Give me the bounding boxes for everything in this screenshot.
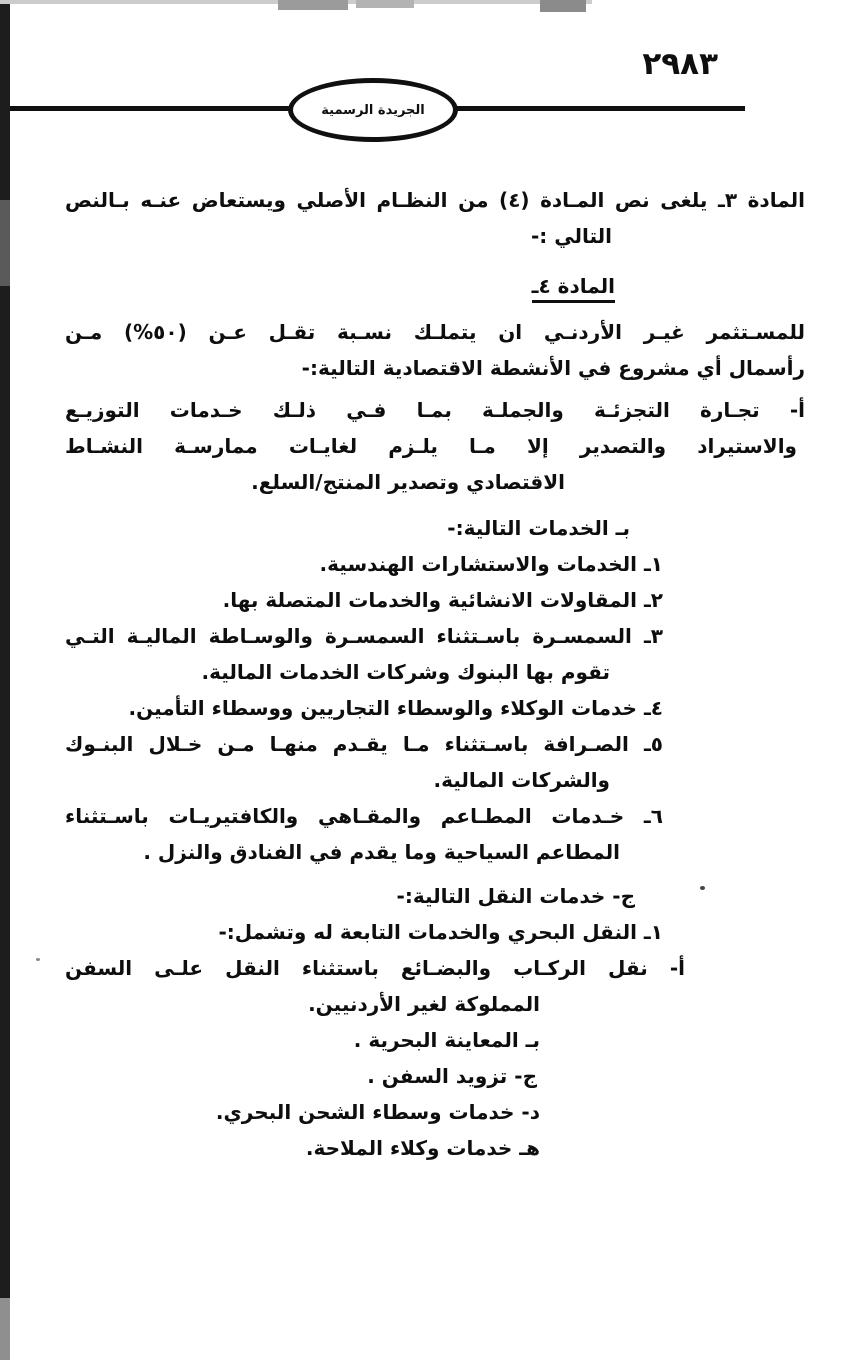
left-edge-scan-bar-bottom-patch — [0, 1298, 10, 1360]
gazette-badge-label: الجريدة الرسمية — [321, 102, 425, 118]
text-line: والشركات المالية. — [433, 768, 610, 792]
text-line: د- خدمات وسطاء الشحن البحري. — [215, 1100, 540, 1124]
text-line: تقوم بها البنوك وشركات الخدمات المالية. — [201, 660, 610, 684]
text-line: الاقتصادي وتصدير المنتج/السلع. — [251, 470, 565, 494]
text-line — [65, 268, 615, 304]
text-line: أ- تجـارة التجزئـة والجملـة بمـا فـي ذلـك خـدمات التوزيـع — [65, 398, 805, 422]
text-line: ٣ـ السمسـرة باسـتثناء السمسـرة والوسـاطة الماليـة التـي — [65, 624, 663, 648]
text-line: للمسـتثمر غيـر الأردنـي ان يتملـك نسـبة تقـل عـن (٥٠%) مـن — [65, 320, 805, 344]
gazette-badge — [288, 78, 458, 142]
text-line: بـ الخدمات التالية:- — [447, 516, 630, 540]
text-line: بـ المعاينة البحرية . — [353, 1028, 540, 1052]
text-line: المادة ٣ـ يلغى نص المـادة (٤) من النظـام الأصلي ويستعاض عنـه بـالنص — [65, 188, 805, 212]
text-line: والاستيراد والتصدير إلا مـا يلـزم لغايـات ممارسـة النشـاط — [65, 434, 797, 458]
text-line: ١ـ الخدمات والاستشارات الهندسية. — [319, 552, 663, 576]
text-line: ٢ـ المقاولات الانشائية والخدمات المتصلة بها. — [222, 588, 663, 612]
left-edge-scan-bar-gray-patch — [0, 200, 10, 286]
text-line: رأسمال أي مشروع في الأنشطة الاقتصادية التالية:- — [301, 356, 805, 380]
text-line: ١ـ النقل البحري والخدمات التابعة له وتشمل:- — [218, 920, 663, 944]
underlined-heading: المادة ٤ـ — [532, 274, 615, 303]
text-line: المملوكة لغير الأردنيين. — [308, 992, 540, 1016]
top-edge-scan-artifact — [278, 0, 348, 10]
text-line: أ- نقل الركـاب والبضـائع باستثناء النقل علـى السفن — [65, 956, 685, 980]
text-line: ٥ـ الصـرافة باسـتثناء مـا يقـدم منهـا مـن خـلال البنـوك — [65, 732, 663, 756]
page-number: ٢٩٨٣ — [642, 46, 718, 82]
text-line: المطاعم السياحية وما يقدم في الفنادق والنزل . — [143, 840, 620, 864]
top-edge-scan-artifact — [540, 0, 586, 12]
ink-speck — [36, 958, 40, 961]
text-line: ٦ـ خـدمات المطـاعم والمقـاهي والكافتيريـات باسـتثناء — [65, 804, 663, 828]
text-line: التالي :- — [530, 224, 612, 248]
text-line: ج- خدمات النقل التالية:- — [396, 884, 635, 908]
text-line: هـ خدمات وكلاء الملاحة. — [305, 1136, 540, 1160]
text-line: ٤ـ خدمات الوكلاء والوسطاء التجاريين ووسطاء التأمين. — [128, 696, 663, 720]
article-text — [65, 182, 805, 1166]
text-line: ج- تزويد السفن . — [367, 1064, 537, 1088]
top-edge-scan-artifact — [356, 0, 414, 8]
